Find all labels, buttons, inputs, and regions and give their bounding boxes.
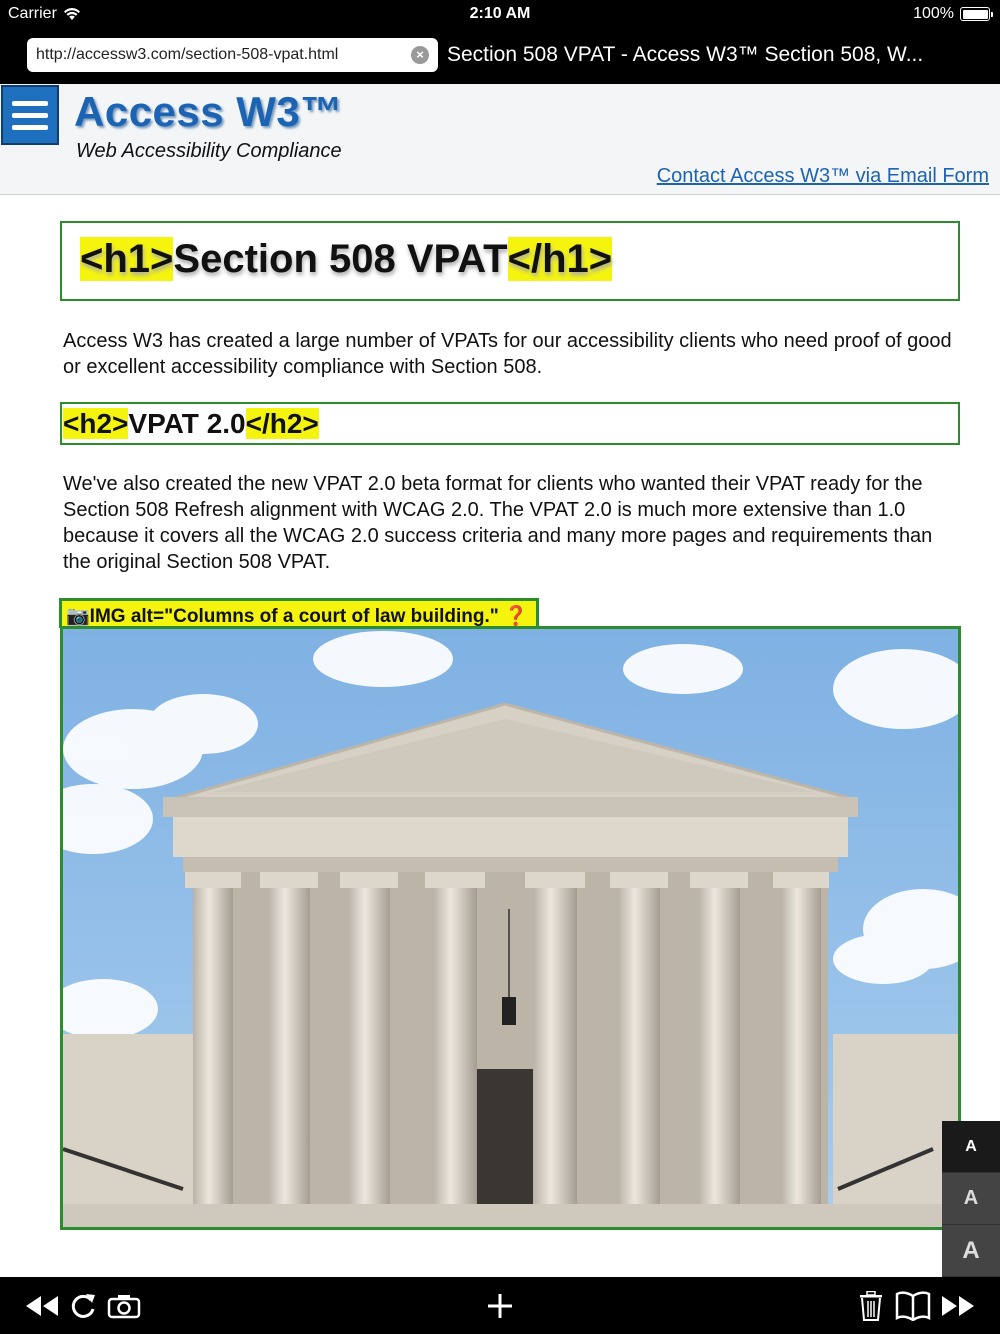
battery-status: [913, 5, 990, 23]
add-icon[interactable]: [486, 1289, 514, 1323]
heading-1: [80, 237, 612, 282]
browser-bar: [0, 28, 1000, 84]
h2-text: VPAT 2.0: [128, 408, 246, 439]
font-medium-button[interactable]: A: [942, 1173, 1000, 1225]
h2-close-tag: </h2>: [245, 408, 319, 439]
intro-paragraph: Access W3 has created a large number of VPATs for our accessibility clients who need proof of good or excellent accessibility compliance with Section 508.: [63, 330, 952, 378]
site-header: [0, 84, 1000, 195]
font-small-button[interactable]: A: [942, 1121, 1000, 1173]
bottom-toolbar: [0, 1277, 1000, 1334]
h1-text: Section 508 VPAT: [173, 237, 508, 281]
trash-icon[interactable]: [857, 1289, 885, 1323]
h1-open-tag: <h1>: [80, 237, 174, 281]
font-size-controls: [942, 1121, 1000, 1277]
clear-url-icon[interactable]: ×: [411, 46, 429, 64]
brand-logo[interactable]: Access W3™: [74, 88, 343, 135]
vpat-paragraph: We've also created the new VPAT 2.0 beta format for clients who wanted their VPAT ready for the Section 508 Refresh alignment with WCAG 2.0. The VPAT 2.0 is much more extensive than 1.0 because it covers all the WCAG 2.0 success criteria and many more pages and requirements than the original Section 508 VPAT.: [63, 473, 933, 573]
tagline: Web Accessibility Compliance: [76, 140, 342, 162]
camera-emoji-icon: 📷: [66, 606, 90, 627]
h2-open-tag: <h2>: [63, 408, 129, 439]
font-large-button[interactable]: A: [942, 1225, 1000, 1277]
battery-icon: [960, 7, 990, 21]
status-bar: [0, 0, 1000, 28]
question-mark-icon: ❓: [504, 606, 528, 627]
book-icon[interactable]: [894, 1289, 932, 1323]
image-alt-label: [59, 598, 539, 628]
h1-close-tag: </h1>: [507, 237, 613, 281]
h1-heading-box: [60, 221, 960, 301]
carrier-label: Carrier: [8, 5, 57, 22]
url-field[interactable]: [27, 38, 438, 72]
clock: 2:10 AM: [469, 5, 531, 22]
reload-icon[interactable]: [68, 1289, 98, 1323]
camera-icon[interactable]: [106, 1289, 142, 1323]
rewind-icon[interactable]: [24, 1289, 60, 1323]
h2-heading-box: [60, 402, 960, 445]
heading-2: [63, 408, 319, 440]
hamburger-menu-button[interactable]: [1, 85, 59, 145]
contact-link[interactable]: Contact Access W3™ via Email Form: [656, 165, 989, 187]
page-title: Section 508 VPAT - Access W3™ Section 508, W...: [447, 43, 924, 66]
court-building-image: [60, 626, 961, 1230]
url-text: http://accessw3.com/section-508-vpat.html: [36, 46, 339, 63]
fast-forward-icon[interactable]: [940, 1289, 976, 1323]
courthouse-illustration: [63, 629, 958, 1227]
image-alt-text: IMG alt="Columns of a court of law building.": [89, 606, 499, 627]
battery-percent: 100%: [913, 5, 954, 22]
web-content[interactable]: [0, 84, 1000, 1277]
